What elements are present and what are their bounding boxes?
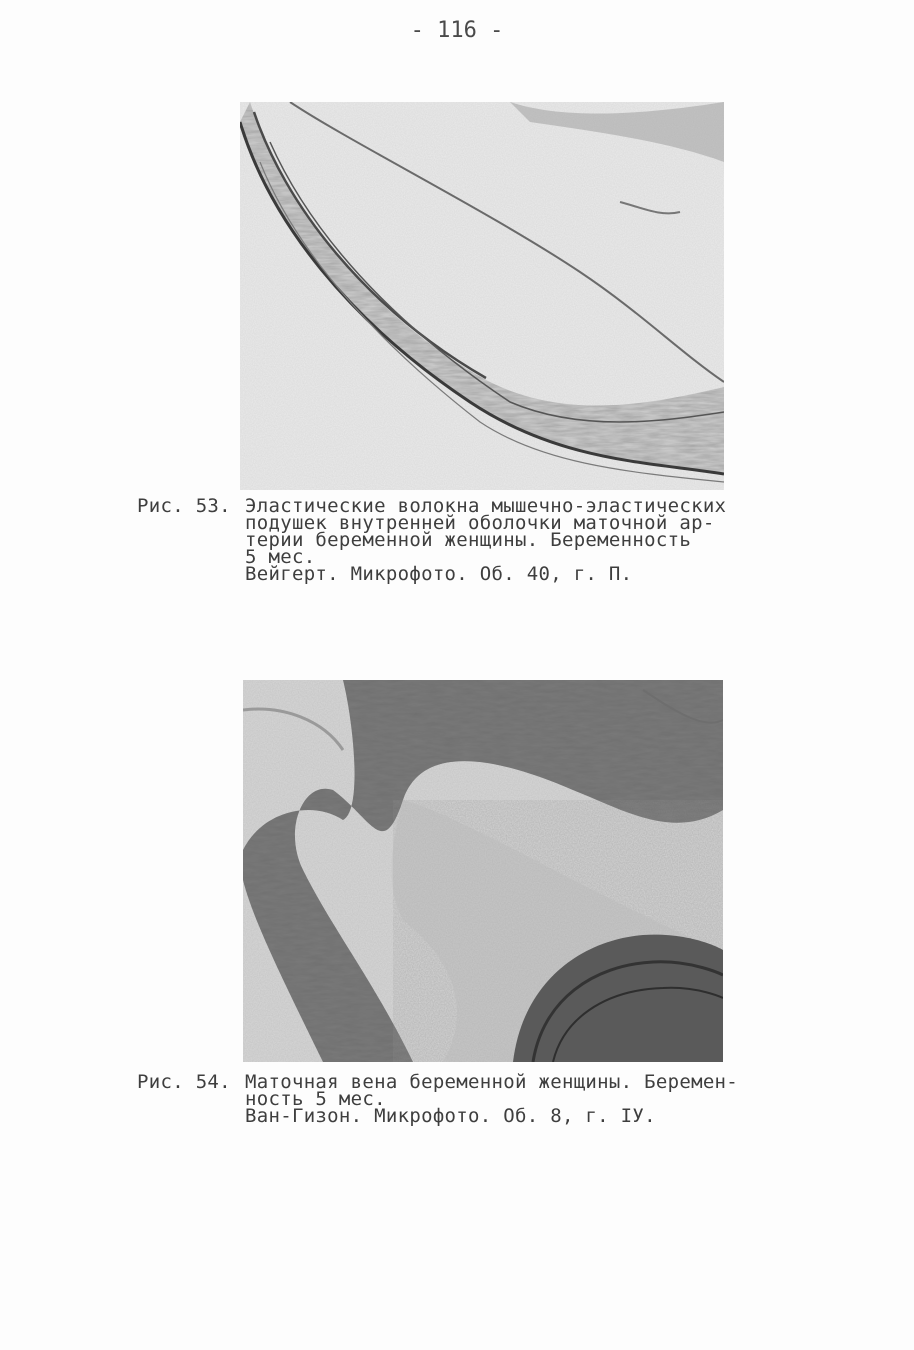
figure-54-caption xyxy=(137,1071,797,1127)
micrograph-figure-53 xyxy=(240,102,724,490)
caption-line: терии беременной женщины. Беременность xyxy=(245,529,692,551)
technique-line: Ван-Гизон. Микрофото. Об. 8, г. IУ. xyxy=(245,1105,656,1127)
caption-line: Эластические волокна мышечно-эластических xyxy=(245,495,727,517)
micrograph-artery-image xyxy=(240,102,724,490)
micrograph-figure-54 xyxy=(243,680,723,1062)
technique-line: Вейгерт. Микрофото. Об. 40, г. П. xyxy=(245,563,633,585)
micrograph-vein-image xyxy=(243,680,723,1062)
figure-53-label: Рис. 53. xyxy=(137,495,231,517)
figure-53-caption xyxy=(137,495,797,585)
figure-54-label: Рис. 54. xyxy=(137,1071,231,1093)
caption-line: подушек внутренней оболочки маточной ар- xyxy=(245,512,715,534)
caption-line: ность 5 мес. xyxy=(245,1088,386,1110)
caption-line: Маточная вена беременной женщины. Беремен- xyxy=(245,1071,739,1093)
caption-line: 5 мес. xyxy=(245,546,316,568)
page-number: - 116 - xyxy=(410,18,504,43)
